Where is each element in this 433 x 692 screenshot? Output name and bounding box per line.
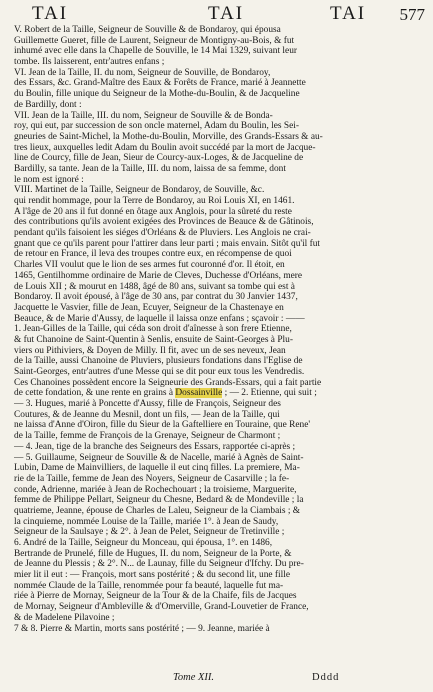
- running-header: [0, 3, 433, 25]
- text-line: de Mornay, Seigneur d'Ambleville & d'Omerville, Grand-Louvetier de France,: [14, 602, 309, 613]
- text-line: de cette fondation, & une rente en grains à Dossainville ; ― 2. Etienne, qui suit ;: [14, 388, 317, 399]
- text-line: Saint-Georges, entr'autres d'une Messe qui se dit pour eux tous les Vendredis.: [14, 367, 305, 377]
- text-line: ― 5. Guillaume, Seigneur de Souville & de Nacelle, marié à Agnès de Saint-: [14, 452, 304, 463]
- text-line: & fut Chanoine de Saint-Quentin à Senlis, ensuite de Saint-Georges à Plu-: [14, 334, 293, 345]
- text-line: Coutures, & de Jeanne du Mesnil, dont un fils, ― Jean de la Taille, qui: [14, 409, 280, 420]
- text-line: tres lieux, auxquelles ledit Adam du Boulin avoit succédé par la mort de Jacque-: [14, 142, 316, 153]
- body-text: [14, 25, 425, 634]
- text-line: conde, Adrienne, mariée à Jean de Rochechouart ; la troisieme, Marguerite,: [14, 484, 297, 495]
- text-line: des Essars, &c. Grand-Maître des Eaux & Forêts de France, marié à Jeannette: [14, 78, 306, 89]
- text-line: roy, qui eut, par succession de son oncle maternel, Adam du Boulin, les Sei-: [14, 121, 300, 132]
- text-line: rie de la Taille, femme de Jean des Noyers, Seigneur de Casarville ; la fe-: [14, 473, 290, 484]
- text-line: de la Taille, aussi Chanoine de Pluviers, plusieurs fondations dans l'Eglise de: [14, 356, 303, 367]
- text-line: ― 3. Hugues, marié à Poncette d'Aussy, fille de François, Seigneur des: [14, 399, 281, 410]
- header-center-word: TAI: [208, 3, 245, 24]
- text-line: tombe. Ils laisserent, entr'autres enfans ;: [14, 57, 165, 68]
- text-line: gnant que ce qu'ils parent pour l'attirer dans leur parti ; mais envain. Sitôt qu'il fut: [14, 238, 321, 249]
- text-line: Beauce, & de Marie d'Aussy, de laquelle il laissa onze enfans ; sçavoir : ――: [14, 313, 305, 324]
- text-line: ― 4. Jean, tige de la branche des Seigneurs des Essars, rapportée ci-après ;: [14, 441, 296, 452]
- text-line: pendant qu'ils faisoient les siéges d'Orléans & de Pluviers. Les Anglois ne crai-: [14, 228, 311, 239]
- text-line: A l'âge de 20 ans il fut donné en ôtage aux Anglois, pour la sûreté du reste: [14, 206, 292, 217]
- text-line: la cinquieme, nommée Louise de la Taille, mariée 1°. à Jean de Saudy,: [14, 516, 279, 527]
- text-line: Seigneur de la Saulsaye ; & 2°. à Jean de Pelet, Seigneur de Tretinville ;: [14, 527, 285, 538]
- text-line: nommée Claude de la Taille, renommée pour fa beauté, laquelle fut ma-: [14, 580, 284, 591]
- text-line: line de Courcy, fille de Jean, Sieur de Courcy-aux-Loges, & de Jacqueline de: [14, 153, 304, 164]
- text-line: V. Robert de la Taille, Seigneur de Souville & de Bondaroy, qui épousa: [14, 25, 281, 35]
- text-line: VIII. Martinet de la Taille, Seigneur de Bondaroy, de Souville, &c.: [14, 185, 265, 196]
- text-line: Jacquette le Vasvier, fille de Jean, Ecuyer, Seigneur de la Chastenaye en: [14, 302, 284, 313]
- text-line: Bertrande de Prunelé, fille de Hugues, II. du nom, Seigneur de la Porte, &: [14, 548, 292, 559]
- text-line: riée à Pierre de Mornay, Seigneur de la Tour & de la Chaife, fils de Jacques: [14, 591, 297, 602]
- text-line: 6. André de la Taille, Seigneur du Monceau, qui épousa, 1°. en 1486,: [14, 538, 273, 548]
- text-line: le nom est ignoré :: [14, 174, 84, 185]
- text-line: Charles VII voulut que le lion de ses armes fut couronné d'or. Il étoit, en: [14, 260, 285, 271]
- text-line: de la Taille, femme de François de la Grenaye, Seigneur de Charmont ;: [14, 431, 281, 442]
- text-line: Lubin, Dame de Mainvilliers, de laquelle il eut cinq filles. La premiere, Ma-: [14, 463, 300, 474]
- text-line: Guillemette Gueret, fille de Laurent, Seigneur de Montigny-au-Bois, & fut: [14, 35, 295, 46]
- text-line: gneuries de Saint-Michel, la Mothe-du-Boulin, Morville, des Grands-Essars & au-: [14, 131, 323, 142]
- text-line: quatrieme, Jeanne, épouse de Charles de Laleu, Seigneur de la Ciambais ; &: [14, 505, 301, 516]
- text-line: Bardilly, sa tante. Jean de la Taille, III. du nom, laissa de sa femme, dont: [14, 163, 286, 174]
- text-line: 1. Jean-Gilles de la Taille, qui céda son droit d'aînesse à son frere Etienne,: [14, 324, 292, 335]
- text-line: mier lit il eut : ― François, mort sans postérité ; & du second lit, une fille: [14, 570, 290, 581]
- page-number: 577: [399, 5, 425, 24]
- text-line: du Boulin, fille unique du Seigneur de la Mothe-du-Boulin, & de Jacqueline: [14, 89, 300, 100]
- text-line: Bondaroy. Il avoit épousé, à l'âge de 30 ans, par contrat du 30 Janvier 1437,: [14, 292, 298, 303]
- header-left-word: TAI: [32, 3, 69, 24]
- text-line: des contributions qu'ils avoient exigées des Provinces de Beauce & de Gâtinois,: [14, 217, 314, 228]
- text-line: de Bardilly, dont :: [14, 99, 82, 110]
- text-line: femme de Philippe Pellart, Seigneur du Chesne, Bedard & de Mondeville ; la: [14, 495, 304, 506]
- volume-label: Tome XII.: [173, 672, 215, 683]
- text-line: & de Madelene Pilavoine ;: [14, 612, 115, 623]
- text-line: ne laissa d'Anne d'Oiron, fille du Sieur de la Gaftelliere en Touraine, que Rene': [14, 420, 311, 431]
- text-line: de retour en France, il leva des troupes contre eux, en récompense de quoi: [14, 249, 292, 260]
- signature-mark: Dddd: [312, 672, 340, 683]
- highlighted-word: Dossainville: [175, 388, 223, 399]
- text-line: VI. Jean de la Taille, II. du nom, Seigneur de Souville, de Bondaroy,: [14, 67, 271, 78]
- header-right-word: TAI: [330, 3, 367, 24]
- page-footer: [0, 672, 433, 690]
- text-line: viers ou Pithiviers, & Doyen de Milly. Il fit, avec un de ses neveux, Jean: [14, 345, 286, 356]
- text-line: inhumé avec elle dans la Chapelle de Souville, le 14 Mai 1329, suivant leur: [14, 46, 297, 57]
- text-line: qui rendit hommage, pour la Terre de Bondaroy, au Roi Louis XI, en 1461.: [14, 196, 295, 206]
- text-line: 1465, Gentilhomme ordinaire de Marie de Cleves, Duchesse d'Orléans, mere: [14, 270, 303, 281]
- text-line: VII. Jean de la Taille, III. du nom, Seigneur de Souville & de Bonda-: [14, 110, 273, 121]
- text-line: 7 & 8. Pierre & Martin, morts sans postérité ; ― 9. Jeanne, mariée à: [14, 623, 270, 634]
- text-line: de Jeanne du Plessis ; & 2°. N... de Launay, fille du Seigneur d'Ifchy. Du pre-: [14, 559, 304, 570]
- text-line: de Louis XII ; & mourut en 1488, âgé de 80 ans, suivant sa tombe qui est à: [14, 281, 295, 292]
- text-line: Ces Chanoines possèdent encore la Seigneurie des Grands-Essars, qui a fait partie: [14, 377, 322, 388]
